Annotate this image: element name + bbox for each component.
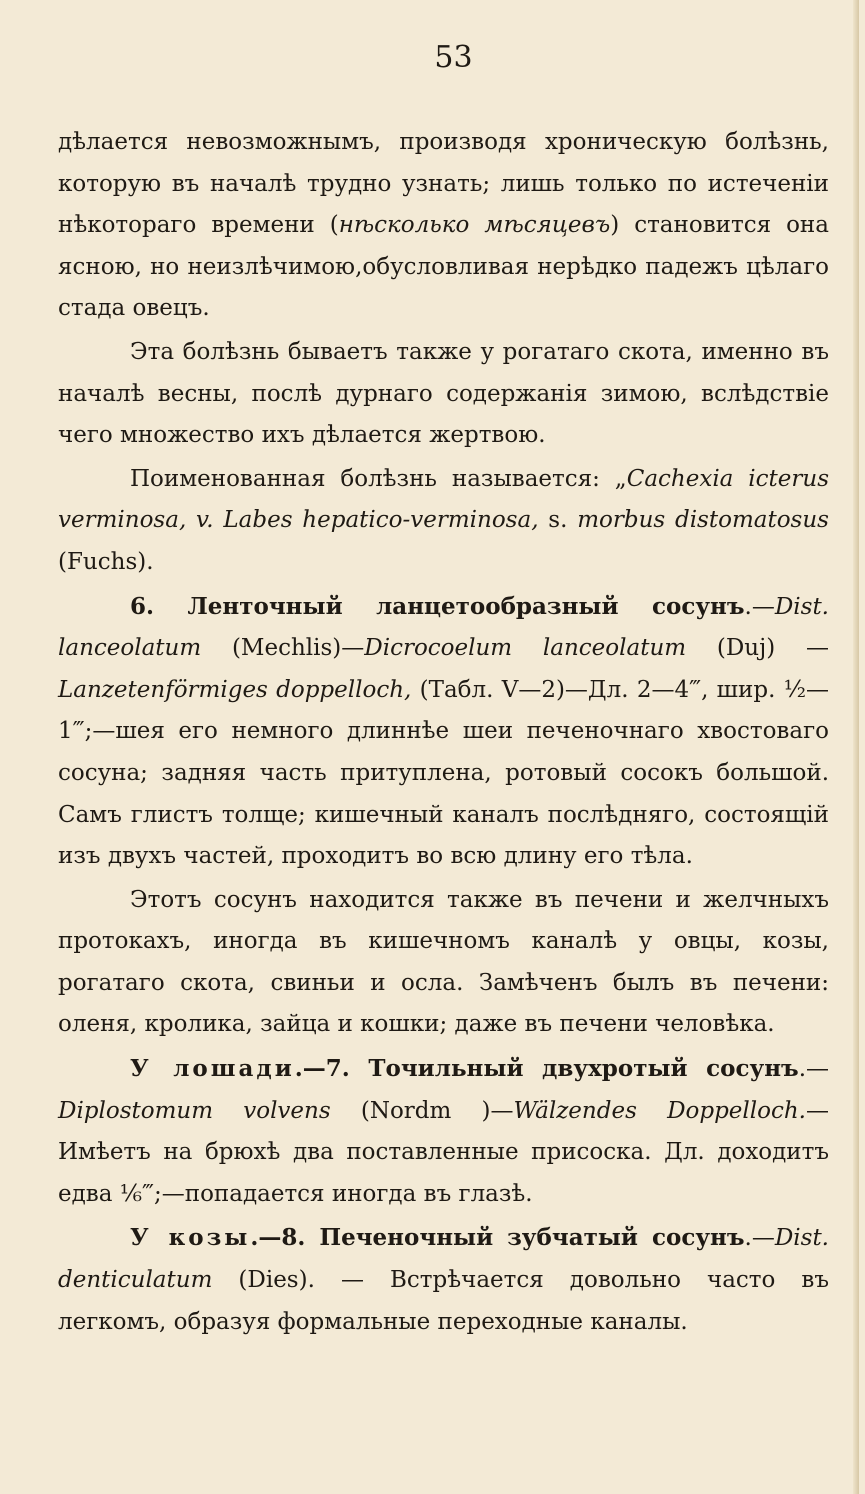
species-heading: Печеночный зубчатый сосунъ bbox=[319, 1224, 745, 1252]
paragraph-1 bbox=[58, 122, 829, 330]
species-heading: Точильный двухротый сосунъ bbox=[368, 1055, 799, 1083]
paragraph-text: (Duj) — bbox=[686, 635, 829, 662]
paragraph-text: (Mechlis)— bbox=[201, 635, 365, 662]
latin-name: Dicrocoelum lanceolatum bbox=[364, 635, 687, 662]
latin-name: Cachexia icterus verminosa, v. Labes hepatico-verminosa, bbox=[58, 465, 830, 534]
paragraph-text: —Имѣетъ на брюхѣ два поставленные присоска. Дл. доходитъ едва ⅙‴;—попадается иногда въ глазѣ. bbox=[58, 1097, 829, 1207]
paragraph-2 bbox=[58, 332, 829, 457]
species-heading: Ленточный ланцетообразный сосунъ bbox=[187, 592, 745, 620]
paragraph-text: (Fuchs). bbox=[58, 548, 154, 575]
animal-heading: У лошади bbox=[130, 1055, 295, 1083]
latin-name: morbus distomatosus bbox=[577, 507, 829, 534]
paragraph-text: ) становится она ясною, но неизлѣчимою,обуслoвливая нерѣдко падежъ цѣлаго стада овецъ. bbox=[58, 212, 829, 322]
paragraph-text: (Табл. V—2)—Дл. 2—4‴, шир. ½—1‴;—шея его немного длиннѣе шеи печеночнаго хвостоваго сосуна; задняя часть притуплена, ротовый сосокъ большой. Самъ глистъ толще; кишечный каналъ послѣдняго, состоящій изъ двухъ частей, проходитъ во всю длину его тѣла. bbox=[58, 676, 830, 870]
paragraph-species-6 bbox=[58, 586, 829, 878]
page-number: 53 bbox=[434, 40, 473, 75]
paragraph-species-7 bbox=[58, 1048, 829, 1215]
paragraph-text: Эта болѣзнь бываетъ также у рогатаго скота, именно въ началѣ весны, послѣ дурнаго содержанія зимою, вслѣдствіе чего множество ихъ дѣлается жертвою. bbox=[58, 338, 829, 449]
italic-phrase: нѣсколько мѣсяцевъ bbox=[338, 212, 611, 239]
paragraph-text: .— bbox=[798, 1056, 830, 1083]
latin-name: Dist. lanceolatum bbox=[58, 593, 829, 662]
paragraph-text: (Nordm )— bbox=[330, 1097, 514, 1124]
paragraph-text: Этотъ сосунъ находится также въ печени и желчныхъ протокахъ, иногда въ кишечномъ каналѣ у овцы, козы, рогатаго скота, свиньи и осла. Замѣченъ былъ въ печени: оленя, кролика, зайца и кошки; даже въ печени человѣка. bbox=[58, 886, 829, 1038]
paragraph-text: .— bbox=[744, 593, 775, 620]
paragraph-text: дѣлается невозможнымъ, производя хроническую болѣзнь, которую въ началѣ трудно узнать; лишь только по истеченіи нѣкотораго времени ( bbox=[58, 129, 829, 239]
paragraph-text: .— bbox=[744, 1225, 775, 1252]
species-number: .—8. bbox=[250, 1224, 320, 1252]
paragraph-text: s. bbox=[538, 507, 578, 534]
paragraph-3 bbox=[58, 459, 829, 584]
species-number: .—7. bbox=[294, 1055, 369, 1083]
paragraph-text: Поименованная болѣзнь называется: „ bbox=[130, 465, 627, 492]
page-edge-shadow bbox=[853, 0, 859, 1494]
paragraph-5 bbox=[58, 880, 829, 1046]
latin-name: Diplostomum volvens bbox=[58, 1097, 331, 1124]
german-name: Wälzendes Doppelloch. bbox=[513, 1097, 806, 1124]
animal-heading: У козы bbox=[130, 1224, 251, 1252]
german-name: Lanzetenförmiges doppelloch, bbox=[58, 676, 412, 703]
latin-name: Dist. denticulatum bbox=[58, 1225, 829, 1294]
paragraph-text: (Dies). — Встрѣчается довольно часто въ легкомъ, образуя формальные переходные каналы. bbox=[58, 1267, 829, 1335]
species-number: 6. bbox=[130, 592, 188, 620]
paragraph-species-8 bbox=[58, 1217, 829, 1343]
